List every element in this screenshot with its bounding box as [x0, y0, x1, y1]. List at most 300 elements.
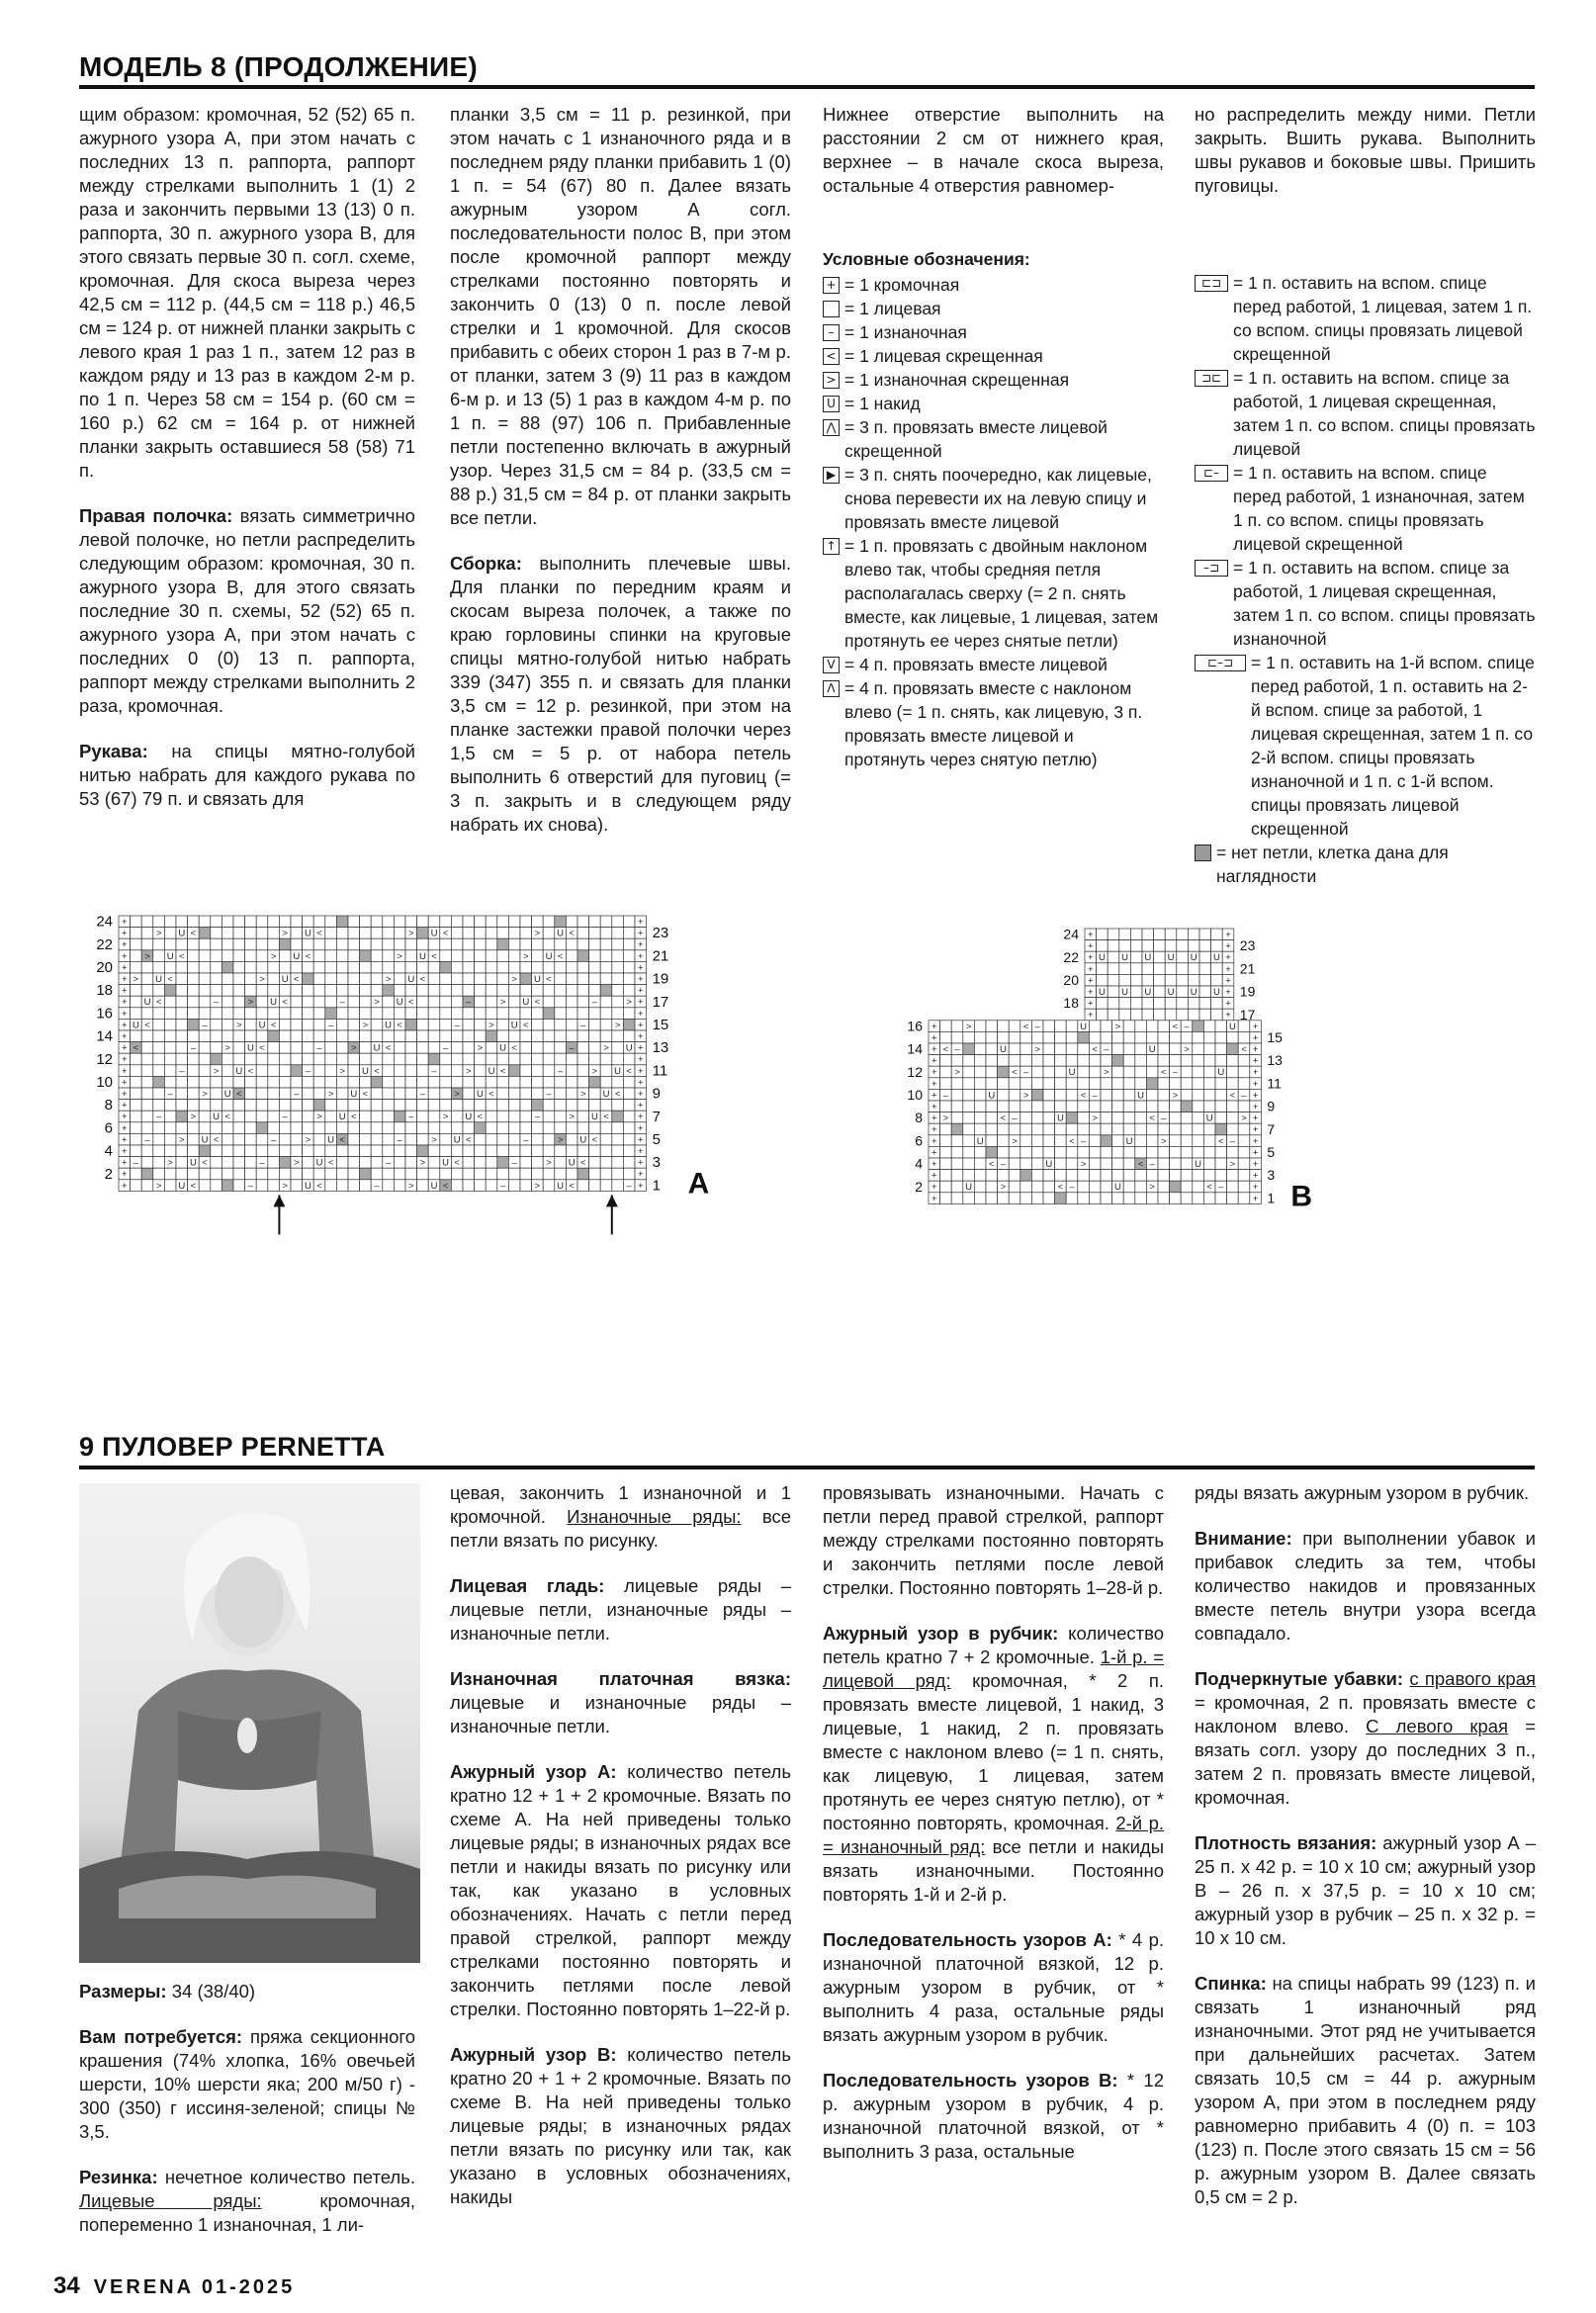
legend-symbol-icon: Λ [823, 680, 840, 697]
chart-cell [577, 938, 589, 950]
chart-cell [951, 1135, 963, 1147]
chart-cell [1066, 1101, 1078, 1112]
chart-cell [451, 1065, 463, 1077]
chart-cell [1031, 1101, 1043, 1112]
chart-cell [245, 1053, 257, 1065]
chart-symbol: + [931, 1147, 937, 1159]
chart-symbol: < [167, 974, 173, 986]
chart-symbol: U [304, 928, 311, 939]
chart-cell [360, 1100, 372, 1112]
legend-item [823, 463, 1159, 534]
chart-symbol: < [316, 1180, 322, 1192]
chart-cell [963, 1066, 975, 1078]
chart-cell [383, 985, 395, 997]
chart-cell [279, 950, 291, 962]
chart-cell [1238, 1170, 1250, 1182]
chart-cell [1078, 1170, 1090, 1182]
chart-cell [303, 1088, 314, 1100]
chart-symbol: > [1114, 1021, 1121, 1032]
chart-cell [1130, 998, 1142, 1010]
chart-cell [1188, 1009, 1199, 1021]
row-number-label: 4 [104, 1142, 113, 1160]
chart-cell [543, 1180, 555, 1192]
chart-cell [1227, 1146, 1239, 1158]
chart-cell [508, 1122, 520, 1134]
chart-cell [520, 1088, 532, 1100]
chart-cell [1215, 1112, 1227, 1124]
chart-cell [1101, 1101, 1112, 1112]
chart-cell [428, 961, 440, 973]
chart-cell [222, 1053, 233, 1065]
chart-cell [577, 973, 589, 985]
chart-cell [1101, 1170, 1112, 1182]
chart-cell [1158, 1123, 1170, 1135]
chart-cell [532, 1065, 544, 1077]
chart-cell [566, 1008, 577, 1020]
chart-symbol: U [143, 997, 151, 1009]
chart-cell [199, 1100, 211, 1112]
chart-cell [998, 1170, 1010, 1182]
chart-cell [1193, 1089, 1204, 1101]
chart-cell [222, 1133, 233, 1145]
chart-cell [1031, 1055, 1043, 1067]
chart-cell [486, 1053, 497, 1065]
chart-cell [1031, 1123, 1043, 1135]
chart-cell [555, 1030, 567, 1042]
chart-cell [1101, 1078, 1112, 1090]
chart-symbol: < [190, 928, 197, 939]
chart-cell [405, 1042, 417, 1054]
chart-symbol: – [954, 1044, 960, 1056]
chart-symbol: > [523, 950, 529, 962]
chart-cell [963, 1146, 975, 1158]
chart-symbol: U [1137, 1090, 1145, 1102]
chart-symbol: – [511, 1157, 517, 1169]
chart-cell [1043, 1123, 1055, 1135]
row-number-label: 21 [1239, 960, 1256, 977]
chart-cell [623, 973, 635, 985]
legend-text: = 1 п. оставить на вспом. спице перед работой, 1 изнаночная, затем 1 п. со вспом. спицы провязать лицевой скрещенной [1233, 463, 1525, 554]
chart-symbol: U [1190, 952, 1197, 964]
chart-cell [497, 928, 509, 939]
chart-cell [1181, 1123, 1193, 1135]
chart-symbol: – [419, 1089, 426, 1101]
chart-cell [451, 1100, 463, 1112]
chart-symbol: U [1167, 952, 1175, 964]
chart-cell [233, 1133, 245, 1145]
chart-cell [612, 1133, 624, 1145]
chart-symbol: + [638, 1157, 644, 1169]
chart-cell [1112, 1078, 1124, 1090]
chart-symbol: < [591, 1134, 598, 1146]
chart-cell [1043, 1031, 1055, 1043]
chart-cell [1020, 1055, 1032, 1067]
chart-cell [532, 1076, 544, 1088]
chart-cell [951, 1101, 963, 1112]
chart-symbol: U [1228, 1021, 1236, 1032]
chart-cell [164, 1008, 176, 1020]
chart-cell [440, 1145, 452, 1157]
chart-cell [1101, 1055, 1112, 1067]
chart-cell [428, 1111, 440, 1122]
row-number-label: 7 [1267, 1120, 1276, 1137]
chart-cell [974, 1043, 986, 1055]
chart-cell [566, 1019, 577, 1030]
chart-cell [176, 1145, 188, 1157]
paragraph: цевая, закончить 1 изнаночной и 1 кромочной. Изнаночные ряды: все петли вязать по рисунку. [450, 1482, 791, 1551]
row-number-label: 20 [96, 959, 113, 976]
chart-symbol: U [568, 1157, 576, 1169]
chart-cell [577, 985, 589, 997]
chart-symbol: < [499, 1065, 506, 1077]
chart-symbol: + [638, 1089, 644, 1101]
chart-cell [371, 1053, 383, 1065]
chart-cell [371, 1122, 383, 1134]
chart-cell [176, 1100, 188, 1112]
chart-cell [1130, 974, 1142, 986]
chart-symbol: > [282, 1180, 288, 1192]
chart-cell [348, 928, 360, 939]
row-number-label: 21 [652, 947, 669, 965]
chart-cell [245, 961, 257, 973]
chart-cell [1043, 1135, 1055, 1147]
chart-cell [1146, 1031, 1158, 1043]
chart-cell [176, 961, 188, 973]
chart-cell [998, 1135, 1010, 1147]
chart-symbol: + [638, 1134, 644, 1146]
chart-symbol: > [591, 1065, 598, 1077]
chart-cell [164, 996, 176, 1008]
chart-symbol: + [1088, 952, 1094, 964]
chart-cell [1238, 1031, 1250, 1043]
chart-cell [463, 1157, 475, 1169]
chart-cell [1112, 1112, 1124, 1124]
chart-symbol: > [1184, 1044, 1190, 1056]
chart-cell [1227, 1112, 1239, 1124]
chart-cell [623, 1168, 635, 1180]
chart-cell [1158, 1089, 1170, 1101]
chart-symbol: U [213, 1112, 221, 1123]
chart-symbol: U [281, 974, 289, 986]
chart-symbol: U [189, 1157, 197, 1169]
chart-cell [1097, 963, 1108, 975]
chart-cell [1238, 1078, 1250, 1090]
chart-symbol: > [190, 1112, 197, 1123]
chart-symbol: < [282, 997, 288, 1009]
chart-cell [303, 1030, 314, 1042]
chart-cell [153, 1076, 165, 1088]
chart-cell [1193, 1193, 1204, 1204]
chart-cell [1055, 1089, 1067, 1101]
chart-cell [940, 1123, 952, 1135]
chart-symbol: U [1212, 952, 1220, 964]
chart-cell [348, 1168, 360, 1180]
chart-cell [1142, 940, 1154, 952]
chart-cell [986, 1055, 998, 1067]
chart-cell [1123, 1146, 1135, 1158]
chart-cell [313, 961, 325, 973]
chart-cell [520, 1053, 532, 1065]
legend-item [1195, 366, 1536, 461]
chart-cell [986, 1181, 998, 1193]
chart-cell [532, 1133, 544, 1145]
chart-cell [475, 1076, 487, 1088]
chart-symbol: > [408, 1180, 414, 1192]
chart-cell [1203, 1170, 1215, 1182]
chart-cell [600, 996, 612, 1008]
chart-symbol: < [511, 1042, 517, 1054]
chart-cell [360, 996, 372, 1008]
chart-cell [1043, 1170, 1055, 1182]
chart-symbol: U [1113, 1182, 1121, 1194]
chart-cell [1108, 963, 1119, 975]
chart-cell [1188, 974, 1199, 986]
chart-cell [1078, 1193, 1090, 1204]
chart-cell [268, 1145, 280, 1157]
chart-cell [543, 1019, 555, 1030]
chart-symbol: U [1217, 1067, 1225, 1079]
chart-label: B [1290, 1180, 1313, 1213]
chart-cell [233, 1111, 245, 1122]
paragraph: Вам потребуется: пряжа секционного крашения (74% хлопка, 16% овечьей шерсти, 10% шерсти яка; 200 м/50 г) - 300 (350) г иссиня-зеленой; спицы № 3,5. [79, 2026, 415, 2142]
chart-cell [1031, 1193, 1043, 1204]
chart-cell [612, 1030, 624, 1042]
chart-cell [222, 1145, 233, 1157]
chart-cell [1238, 1193, 1250, 1204]
chart-cell [486, 1008, 497, 1020]
chart-symbol: U [258, 1020, 266, 1031]
chart-cell [1215, 1123, 1227, 1135]
text-column-4 [1195, 103, 1536, 220]
chart-cell [486, 961, 497, 973]
chart-symbol: > [614, 1020, 621, 1031]
chart-symbol: U [442, 1157, 450, 1169]
row-number-label: 17 [1239, 1006, 1256, 1023]
chart-cell [1146, 1078, 1158, 1090]
chart-cell [348, 973, 360, 985]
chart-symbol: + [122, 997, 128, 1009]
chart-cell [1170, 1181, 1182, 1193]
chart-cell [1089, 1066, 1101, 1078]
chart-cell [475, 1053, 487, 1065]
chart-cell [951, 1089, 963, 1101]
chart-cell [371, 938, 383, 950]
chart-cell [233, 1145, 245, 1157]
chart-cell [486, 1042, 497, 1054]
legend-text: = 1 изнаночная [844, 322, 967, 342]
chart-cell [211, 1053, 222, 1065]
chart-cell [623, 950, 635, 962]
chart-symbol: U [1121, 987, 1129, 999]
chart-cell [1227, 1181, 1239, 1193]
chart-cell [566, 996, 577, 1008]
chart-cell [577, 1053, 589, 1065]
chart-cell [394, 1122, 405, 1134]
chart-symbol: – [408, 1112, 414, 1123]
chart-cell [222, 1122, 233, 1134]
chart-symbol: – [374, 1180, 380, 1192]
chart-cell [451, 1042, 463, 1054]
chart-cell [348, 1076, 360, 1088]
chart-symbol: + [638, 974, 644, 986]
chart-symbol: > [1000, 1182, 1007, 1194]
chart-symbol: < [626, 1065, 632, 1077]
chart-cell [986, 1112, 998, 1124]
chart-cell [348, 1030, 360, 1042]
chart-cell [394, 1145, 405, 1157]
chart-cell [245, 1100, 257, 1112]
chart-cell [555, 1042, 567, 1054]
chart-cell [1123, 1193, 1135, 1204]
chart-cell [164, 1019, 176, 1030]
chart-cell [497, 1111, 509, 1122]
chart-cell [486, 1133, 497, 1145]
chart-symbol: > [557, 1134, 564, 1146]
paragraph: Последовательность узоров В: * 12 р. ажурным узором в рубчик, 4 р. изнаночной платочной вязкой, от * выполнить 3 раза, остальные [823, 2070, 1164, 2162]
chart-cell [313, 973, 325, 985]
chart-cell [405, 1008, 417, 1020]
chart-symbol: < [305, 950, 311, 962]
chart-symbol: > [133, 974, 139, 986]
legend-item [1195, 556, 1536, 651]
chart-cell [1154, 986, 1166, 998]
chart-cell [1142, 1009, 1154, 1021]
chart-cell [405, 1168, 417, 1180]
chart-cell [1170, 1146, 1182, 1158]
chart-symbol: + [638, 1054, 644, 1066]
legend-text: = 1 п. провязать с двойным наклоном влево так, чтобы средняя петля располагалась сверху (= 2 п. снять вместе, как лицевые, 1 лицевая, затем протянуть ее через снятые петли) [844, 536, 1159, 651]
chart-cell [256, 1111, 268, 1122]
chart-symbol: + [1252, 1159, 1259, 1171]
chart-cell [199, 1042, 211, 1054]
chart-cell [279, 1133, 291, 1145]
chart-cell [951, 1055, 963, 1067]
chart-cell [1009, 1181, 1020, 1193]
chart-cell [1177, 940, 1189, 952]
chart-cell [520, 928, 532, 939]
chart-symbol: > [294, 1157, 300, 1169]
chart-symbol: U [1167, 987, 1175, 999]
chart-symbol: U [614, 1065, 622, 1077]
chart-cell [199, 938, 211, 950]
chart-cell [394, 916, 405, 928]
chart-symbol: + [1225, 940, 1231, 952]
chart-symbol: U [1068, 1067, 1076, 1079]
chart-cell [486, 1100, 497, 1112]
chart-cell [520, 916, 532, 928]
chart-cell [348, 1180, 360, 1192]
chart-cell [508, 928, 520, 939]
chart-cell [451, 1008, 463, 1020]
chart-cell [405, 1100, 417, 1112]
chart-cell [303, 1157, 314, 1169]
chart-cell [279, 1168, 291, 1180]
chart-symbol: < [942, 1044, 949, 1056]
chart-cell [279, 985, 291, 997]
chart-cell [1078, 1112, 1090, 1124]
chart-cell [1177, 974, 1189, 986]
chart-cell [256, 1008, 268, 1020]
chart-cell [612, 928, 624, 939]
chart-symbol: < [1137, 1159, 1144, 1171]
chart-cell [199, 985, 211, 997]
chart-symbol: U [361, 1065, 369, 1077]
chart-cell [951, 1146, 963, 1158]
chart-symbol: U [453, 1134, 461, 1146]
chart-cell [371, 1157, 383, 1169]
chart-cell [291, 1100, 303, 1112]
chart-cell [577, 950, 589, 962]
chart-symbol: + [638, 1112, 644, 1123]
chart-cell [1227, 1123, 1239, 1135]
chart-cell [532, 985, 544, 997]
chart-cell [963, 1158, 975, 1170]
chart-symbol: > [167, 1157, 173, 1169]
chart-symbol: < [477, 1112, 484, 1123]
chart-cell [589, 973, 601, 985]
chart-symbol: > [316, 1112, 322, 1123]
chart-cell [589, 1053, 601, 1065]
chart-symbol: + [1252, 1044, 1259, 1056]
chart-cell [153, 1157, 165, 1169]
chart-symbol: < [190, 1180, 197, 1192]
chart-cell [383, 1065, 395, 1077]
chart-cell [532, 1088, 544, 1100]
chart-cell [1078, 1123, 1090, 1135]
chart-symbol: < [580, 1157, 586, 1169]
chart-symbol: – [626, 1180, 632, 1192]
chart-cell [141, 1065, 153, 1077]
chart-cell [451, 1145, 463, 1157]
chart-cell [974, 1078, 986, 1090]
legend-text: = нет петли, клетка дана для наглядности [1216, 843, 1449, 886]
chart-cell [211, 950, 222, 962]
chart-cell [951, 1112, 963, 1124]
chart-cell [268, 1122, 280, 1134]
chart-cell [543, 961, 555, 973]
chart-cell [555, 1076, 567, 1088]
chart-cell [1020, 1135, 1032, 1147]
chart-cell [1215, 1146, 1227, 1158]
chart-cell [1193, 1078, 1204, 1090]
chart-cell [176, 1088, 188, 1100]
chart-cell [1020, 1181, 1032, 1193]
chart-cell [1158, 1101, 1170, 1112]
chart-cell [131, 938, 142, 950]
chart-cell [520, 985, 532, 997]
chart-cell [245, 973, 257, 985]
chart-symbol: U [510, 1020, 518, 1031]
chart-cell [233, 973, 245, 985]
chart-symbol: > [965, 1021, 972, 1032]
chart-symbol: + [122, 985, 128, 997]
chart-cell [256, 1100, 268, 1112]
chart-cell [1170, 1135, 1182, 1147]
chart-cell [164, 1100, 176, 1112]
chart-cell [1108, 940, 1119, 952]
chart-cell [268, 1008, 280, 1020]
chart-cell [1215, 1089, 1227, 1101]
chart-cell [291, 1053, 303, 1065]
chart-cell [1203, 1146, 1215, 1158]
chart-cell [245, 1076, 257, 1088]
chart-symbol: < [1161, 1067, 1167, 1079]
chart-cell [1146, 1101, 1158, 1112]
text-column-3 [823, 1481, 1164, 2185]
chart-cell [1043, 1043, 1055, 1055]
chart-cell [612, 1111, 624, 1122]
chart-cell [566, 1076, 577, 1088]
